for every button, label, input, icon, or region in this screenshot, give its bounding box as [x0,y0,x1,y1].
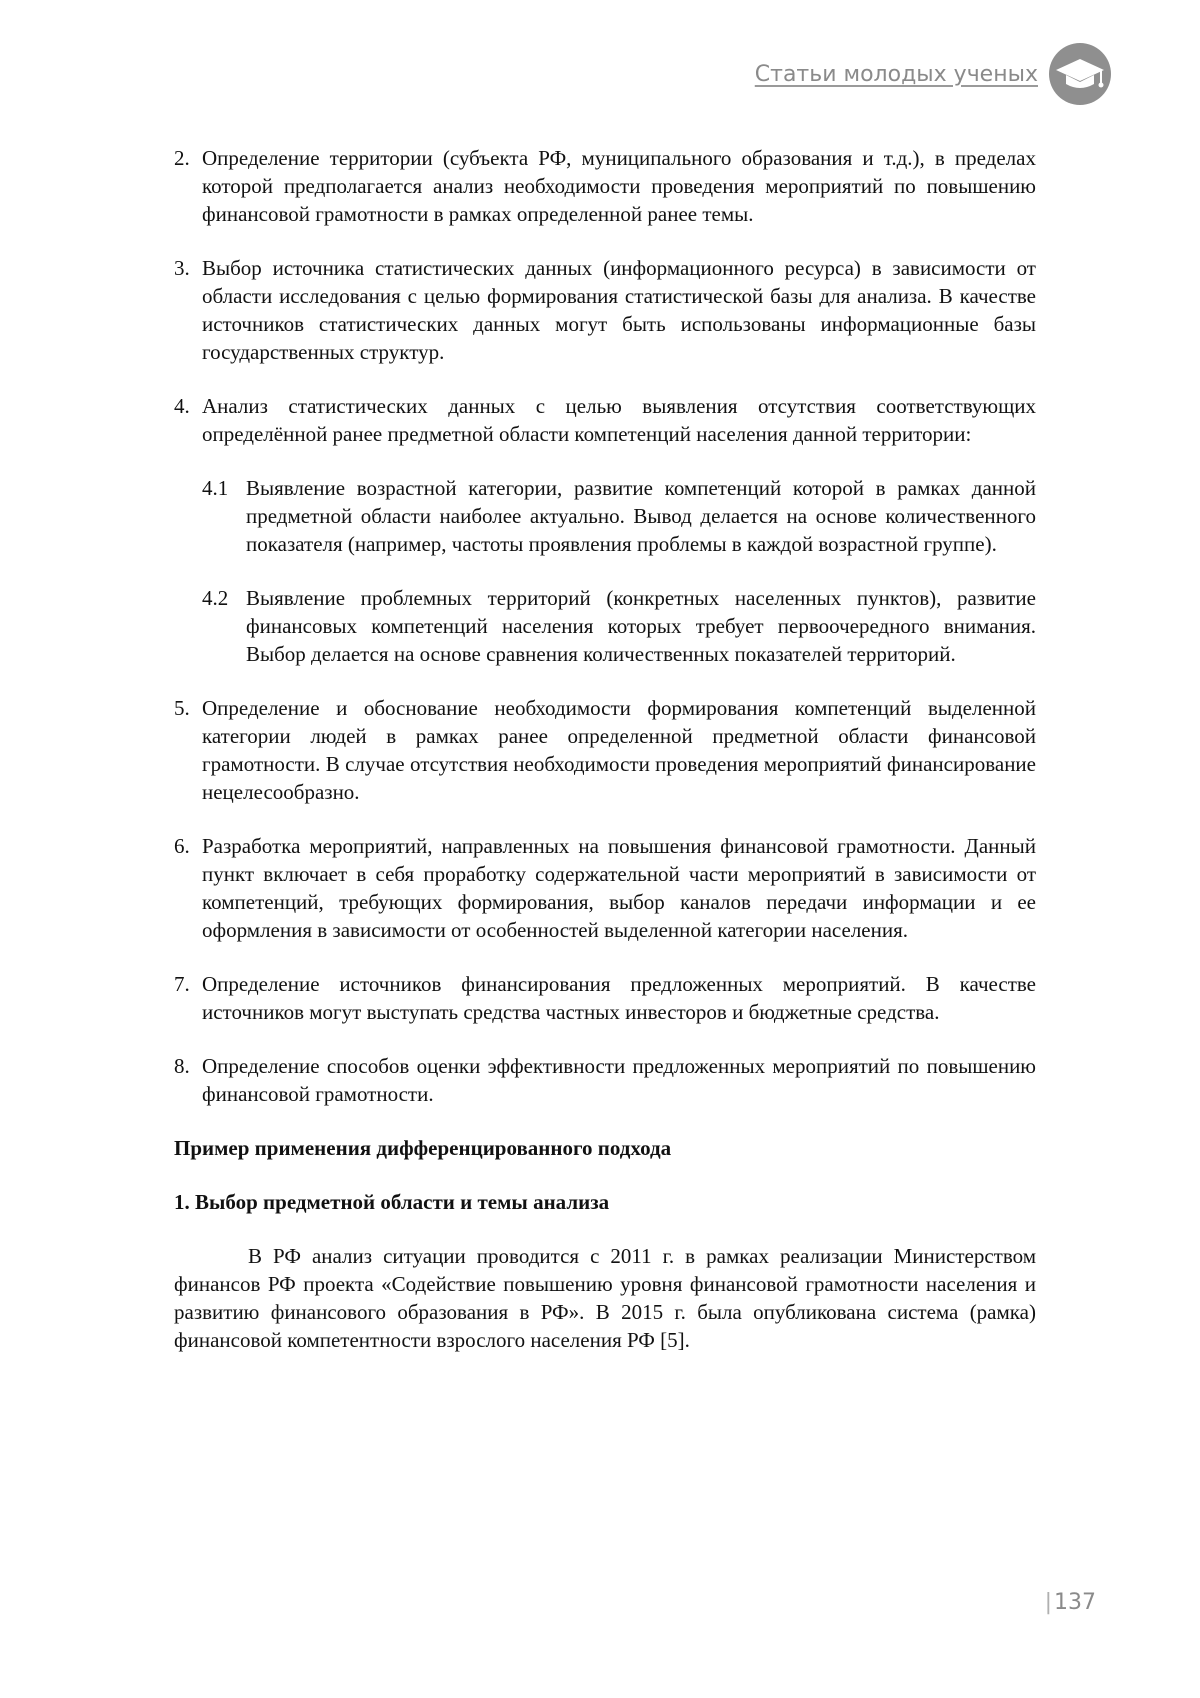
sub-list-item-text: Выявление возрастной категории, развитие компетенций которой в рамках данной предметной области наиболее актуально. Вывод делается на основе количественного показателя (например, частоты проявления проблемы в каждой возрастной группе). [246,474,1036,558]
list-item-number: 3. [174,254,202,366]
list-item-number: 4. [174,392,202,448]
body-paragraph: В РФ анализ ситуации проводится с 2011 г. в рамках реализации Министерством финансов РФ проекта «Содействие повышению уровня финансовой грамотности населения и развитию финансового образования в РФ». В 2015 г. была опубликована система (рамка) финансовой компетентности взрослого населения РФ [5]. [174,1242,1036,1354]
list-item-text: Разработка мероприятий, направленных на повышения финансовой грамотности. Данный пункт включает в себя проработку содержательной части мероприятий в зависимости от компетенций, требующих формирования, выбор каналов передачи информации и ее оформления в зависимости от особенностей выделенной категории населения. [202,832,1036,944]
list-item-text: Определение источников финансирования предложенных мероприятий. В качестве источников могут выступать средства частных инвесторов и бюджетные средства. [202,970,1036,1026]
page-content [174,144,1036,1354]
sub-list-item-number: 4.2 [202,584,246,668]
sub-list-item [202,584,1036,668]
page-number [1045,1590,1096,1615]
list-item-text: Анализ статистических данных с целью выявления отсутствия соответствующих определённой ранее предметной области компетенций населения данной территории: [202,392,1036,448]
header-title: Статьи молодых ученых [755,62,1038,87]
list-item [174,832,1036,944]
list-item-number: 6. [174,832,202,944]
section-heading-example: Пример применения дифференцированного подхода [174,1134,1036,1162]
list-item [174,970,1036,1026]
list-item [174,254,1036,366]
list-item-number: 7. [174,970,202,1026]
sub-list-item [202,474,1036,558]
list-item-number: 8. [174,1052,202,1108]
list-item [174,144,1036,228]
list-item [174,1052,1036,1108]
list-item-text: Определение территории (субъекта РФ, муниципального образования и т.д.), в пределах которой предполагается анализ необходимости проведения мероприятий по повышению финансовой грамотности в рамках определенной ранее темы. [202,144,1036,228]
list-item [174,392,1036,448]
list-item [174,694,1036,806]
list-item-number: 5. [174,694,202,806]
sub-list-item-text: Выявление проблемных территорий (конкретных населенных пунктов), развитие финансовых компетенций населения которых требует первоочередного внимания. Выбор делается на основе сравнения количественных показателей территорий. [246,584,1036,668]
list-item-text: Выбор источника статистических данных (информационного ресурса) в зависимости от области исследования с целью формирования статистической базы для анализа. В качестве источников статистических данных могут быть использованы информационные базы государственных структур. [202,254,1036,366]
list-item-text: Определение способов оценки эффективности предложенных мероприятий по повышению финансовой грамотности. [202,1052,1036,1108]
page-number-value: 137 [1054,1590,1096,1615]
page-header [755,42,1112,106]
list-item-text: Определение и обоснование необходимости формирования компетенций выделенной категории людей в рамках ранее определенной предметной области финансовой грамотности. В случае отсутствия необходимости проведения мероприятий финансирование нецелесообразно. [202,694,1036,806]
list-item-number: 2. [174,144,202,228]
section-heading-step1: 1. Выбор предметной области и темы анализа [174,1188,1036,1216]
page-number-separator: | [1045,1590,1052,1615]
graduation-cap-icon [1048,42,1112,106]
sub-list-item-number: 4.1 [202,474,246,558]
